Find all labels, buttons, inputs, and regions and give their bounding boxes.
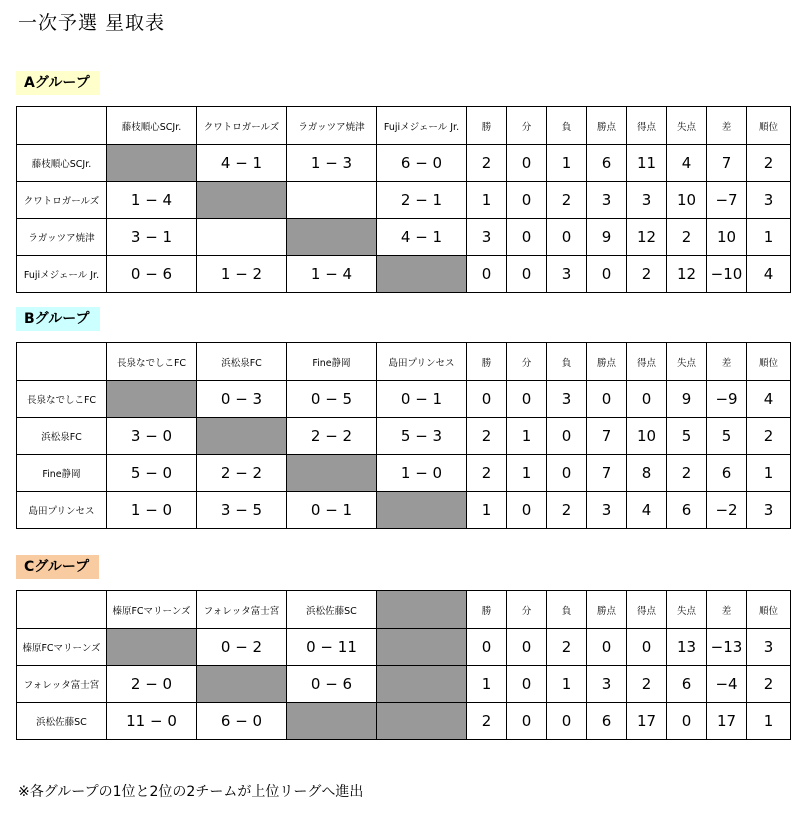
unused-column-cell (377, 591, 467, 629)
stat-rank: 3 (747, 629, 791, 666)
stat-rank: 1 (747, 455, 791, 492)
column-losses: 負 (547, 107, 587, 145)
stat-draws: 1 (507, 455, 547, 492)
stat-goals-for: 12 (627, 219, 667, 256)
stat-wins: 0 (467, 629, 507, 666)
stat-losses: 3 (547, 256, 587, 293)
stat-points: 3 (587, 492, 627, 529)
match-result (197, 219, 287, 256)
header-row (17, 591, 791, 629)
self-match-cell (197, 418, 287, 455)
stat-goals-for: 2 (627, 256, 667, 293)
match-result: 4 − 1 (377, 219, 467, 256)
match-result: 3 − 0 (107, 418, 197, 455)
stat-wins: 1 (467, 492, 507, 529)
self-match-cell (287, 455, 377, 492)
self-match-cell (107, 145, 197, 182)
stat-draws: 0 (507, 492, 547, 529)
column-team: クワトロガールズ (197, 107, 287, 145)
stat-points: 6 (587, 703, 627, 740)
stat-goals-for: 3 (627, 182, 667, 219)
stat-draws: 0 (507, 381, 547, 418)
match-result: 0 − 6 (107, 256, 197, 293)
match-result: 3 − 1 (107, 219, 197, 256)
stat-goals-for: 8 (627, 455, 667, 492)
match-result: 2 − 0 (107, 666, 197, 703)
stat-points: 0 (587, 629, 627, 666)
match-result: 4 − 1 (197, 145, 287, 182)
self-match-cell (107, 381, 197, 418)
stat-points: 3 (587, 666, 627, 703)
stat-goal-diff: 5 (707, 418, 747, 455)
match-result: 3 − 5 (197, 492, 287, 529)
stat-draws: 0 (507, 256, 547, 293)
stat-goal-diff: −10 (707, 256, 747, 293)
stat-goals-against: 6 (667, 666, 707, 703)
column-team: 島田プリンセス (377, 343, 467, 381)
stat-wins: 1 (467, 182, 507, 219)
stat-wins: 2 (467, 703, 507, 740)
row-team-name: 藤枝順心SCJr. (17, 145, 107, 182)
unused-column-cell (377, 666, 467, 703)
group-c-label: Cグループ (16, 555, 99, 579)
match-result: 1 − 0 (107, 492, 197, 529)
stat-goals-against: 5 (667, 418, 707, 455)
self-match-cell (287, 219, 377, 256)
stat-goals-for: 4 (627, 492, 667, 529)
match-result: 5 − 3 (377, 418, 467, 455)
stat-draws: 0 (507, 219, 547, 256)
row-team-name: 榛原FCマリーンズ (17, 629, 107, 666)
stat-losses: 0 (547, 703, 587, 740)
column-team: 榛原FCマリーンズ (107, 591, 197, 629)
stat-losses: 1 (547, 145, 587, 182)
stat-points: 3 (587, 182, 627, 219)
match-result: 0 − 6 (287, 666, 377, 703)
table-row (17, 455, 791, 492)
self-match-cell (107, 629, 197, 666)
stat-goals-against: 9 (667, 381, 707, 418)
stat-wins: 2 (467, 455, 507, 492)
stat-rank: 3 (747, 492, 791, 529)
match-result: 1 − 4 (107, 182, 197, 219)
stat-rank: 1 (747, 219, 791, 256)
column-rank: 順位 (747, 591, 791, 629)
stat-losses: 3 (547, 381, 587, 418)
stat-losses: 0 (547, 219, 587, 256)
group-a-table (16, 106, 791, 293)
stat-points: 0 (587, 381, 627, 418)
stat-rank: 4 (747, 256, 791, 293)
stat-points: 6 (587, 145, 627, 182)
column-team: Fine静岡 (287, 343, 377, 381)
stat-goals-against: 2 (667, 455, 707, 492)
stat-losses: 2 (547, 492, 587, 529)
table-row (17, 219, 791, 256)
table-row (17, 418, 791, 455)
stat-goals-against: 10 (667, 182, 707, 219)
match-result: 11 − 0 (107, 703, 197, 740)
stat-goals-for: 11 (627, 145, 667, 182)
column-rank: 順位 (747, 343, 791, 381)
column-goals-for: 得点 (627, 591, 667, 629)
header-row (17, 343, 791, 381)
column-points: 勝点 (587, 591, 627, 629)
stat-wins: 2 (467, 145, 507, 182)
match-result: 5 − 0 (107, 455, 197, 492)
table-row (17, 703, 791, 740)
column-wins: 勝 (467, 343, 507, 381)
match-result: 0 − 1 (377, 381, 467, 418)
table-row (17, 145, 791, 182)
self-match-cell (377, 492, 467, 529)
table-row (17, 381, 791, 418)
stat-draws: 0 (507, 666, 547, 703)
stat-wins: 0 (467, 381, 507, 418)
column-goal-diff: 差 (707, 343, 747, 381)
row-team-name: ラガッツア焼津 (17, 219, 107, 256)
stat-rank: 2 (747, 666, 791, 703)
qualification-note: ※各グループの1位と2位の2チームが上位リーグへ進出 (18, 784, 364, 800)
self-match-cell (287, 703, 377, 740)
table-row (17, 492, 791, 529)
column-draws: 分 (507, 107, 547, 145)
column-team: Fujiメジェール Jr. (377, 107, 467, 145)
stat-rank: 4 (747, 381, 791, 418)
row-team-name: クワトロガールズ (17, 182, 107, 219)
match-result: 6 − 0 (377, 145, 467, 182)
page-title: 一次予選 星取表 (18, 12, 166, 34)
column-losses: 負 (547, 343, 587, 381)
match-result: 1 − 3 (287, 145, 377, 182)
column-team: 浜松泉FC (197, 343, 287, 381)
stat-goals-for: 0 (627, 629, 667, 666)
corner-cell (17, 343, 107, 381)
stat-losses: 0 (547, 418, 587, 455)
self-match-cell (197, 182, 287, 219)
stat-goals-against: 0 (667, 703, 707, 740)
stat-points: 0 (587, 256, 627, 293)
column-points: 勝点 (587, 107, 627, 145)
stat-points: 7 (587, 455, 627, 492)
stat-goals-against: 13 (667, 629, 707, 666)
stat-goals-for: 10 (627, 418, 667, 455)
column-goals-for: 得点 (627, 107, 667, 145)
column-team: 藤枝順心SCJr. (107, 107, 197, 145)
stat-losses: 2 (547, 629, 587, 666)
stat-goals-for: 2 (627, 666, 667, 703)
column-wins: 勝 (467, 107, 507, 145)
stat-goal-diff: −2 (707, 492, 747, 529)
match-result: 1 − 0 (377, 455, 467, 492)
column-goal-diff: 差 (707, 591, 747, 629)
match-result: 2 − 2 (287, 418, 377, 455)
stat-losses: 1 (547, 666, 587, 703)
self-match-cell (197, 666, 287, 703)
stat-goal-diff: 17 (707, 703, 747, 740)
match-result: 0 − 11 (287, 629, 377, 666)
row-team-name: 長泉なでしこFC (17, 381, 107, 418)
corner-cell (17, 591, 107, 629)
column-draws: 分 (507, 343, 547, 381)
table-row (17, 629, 791, 666)
match-result: 0 − 2 (197, 629, 287, 666)
column-goals-against: 失点 (667, 107, 707, 145)
stat-rank: 2 (747, 145, 791, 182)
column-wins: 勝 (467, 591, 507, 629)
stat-goals-against: 2 (667, 219, 707, 256)
stat-wins: 2 (467, 418, 507, 455)
corner-cell (17, 107, 107, 145)
stat-draws: 0 (507, 629, 547, 666)
stat-goal-diff: 7 (707, 145, 747, 182)
row-team-name: Fine静岡 (17, 455, 107, 492)
match-result: 6 − 0 (197, 703, 287, 740)
column-goal-diff: 差 (707, 107, 747, 145)
group-b-table (16, 342, 791, 529)
match-result: 2 − 2 (197, 455, 287, 492)
match-result: 0 − 5 (287, 381, 377, 418)
stat-draws: 0 (507, 182, 547, 219)
stat-goal-diff: −7 (707, 182, 747, 219)
stat-draws: 0 (507, 703, 547, 740)
unused-column-cell (377, 629, 467, 666)
stat-goal-diff: 10 (707, 219, 747, 256)
match-result: 2 − 1 (377, 182, 467, 219)
column-team: 長泉なでしこFC (107, 343, 197, 381)
stat-rank: 3 (747, 182, 791, 219)
header-row (17, 107, 791, 145)
stat-goals-against: 12 (667, 256, 707, 293)
stat-goals-for: 17 (627, 703, 667, 740)
column-goals-for: 得点 (627, 343, 667, 381)
table-row (17, 666, 791, 703)
stat-losses: 0 (547, 455, 587, 492)
column-goals-against: 失点 (667, 343, 707, 381)
stat-draws: 1 (507, 418, 547, 455)
column-draws: 分 (507, 591, 547, 629)
self-match-cell (377, 256, 467, 293)
column-points: 勝点 (587, 343, 627, 381)
column-team: 浜松佐藤SC (287, 591, 377, 629)
stat-wins: 3 (467, 219, 507, 256)
stat-goal-diff: −9 (707, 381, 747, 418)
stat-wins: 0 (467, 256, 507, 293)
stat-goal-diff: 6 (707, 455, 747, 492)
column-goals-against: 失点 (667, 591, 707, 629)
stat-losses: 2 (547, 182, 587, 219)
column-losses: 負 (547, 591, 587, 629)
match-result: 0 − 3 (197, 381, 287, 418)
row-team-name: 浜松泉FC (17, 418, 107, 455)
match-result: 1 − 2 (197, 256, 287, 293)
match-result (287, 182, 377, 219)
column-team: フォレッタ富士宮 (197, 591, 287, 629)
stat-rank: 2 (747, 418, 791, 455)
row-team-name: 島田プリンセス (17, 492, 107, 529)
stat-wins: 1 (467, 666, 507, 703)
stat-draws: 0 (507, 145, 547, 182)
column-rank: 順位 (747, 107, 791, 145)
group-b-label: Bグループ (16, 307, 100, 331)
stat-points: 7 (587, 418, 627, 455)
unused-column-cell (377, 703, 467, 740)
stat-points: 9 (587, 219, 627, 256)
stat-goal-diff: −13 (707, 629, 747, 666)
match-result: 1 − 4 (287, 256, 377, 293)
stat-rank: 1 (747, 703, 791, 740)
group-c-table (16, 590, 791, 740)
table-row (17, 182, 791, 219)
stat-goals-for: 0 (627, 381, 667, 418)
stat-goals-against: 6 (667, 492, 707, 529)
group-a-label: Aグループ (16, 71, 100, 95)
stat-goals-against: 4 (667, 145, 707, 182)
table-row (17, 256, 791, 293)
match-result: 0 − 1 (287, 492, 377, 529)
row-team-name: 浜松佐藤SC (17, 703, 107, 740)
row-team-name: フォレッタ富士宮 (17, 666, 107, 703)
row-team-name: Fujiメジェール Jr. (17, 256, 107, 293)
column-team: ラガッツア焼津 (287, 107, 377, 145)
stat-goal-diff: −4 (707, 666, 747, 703)
